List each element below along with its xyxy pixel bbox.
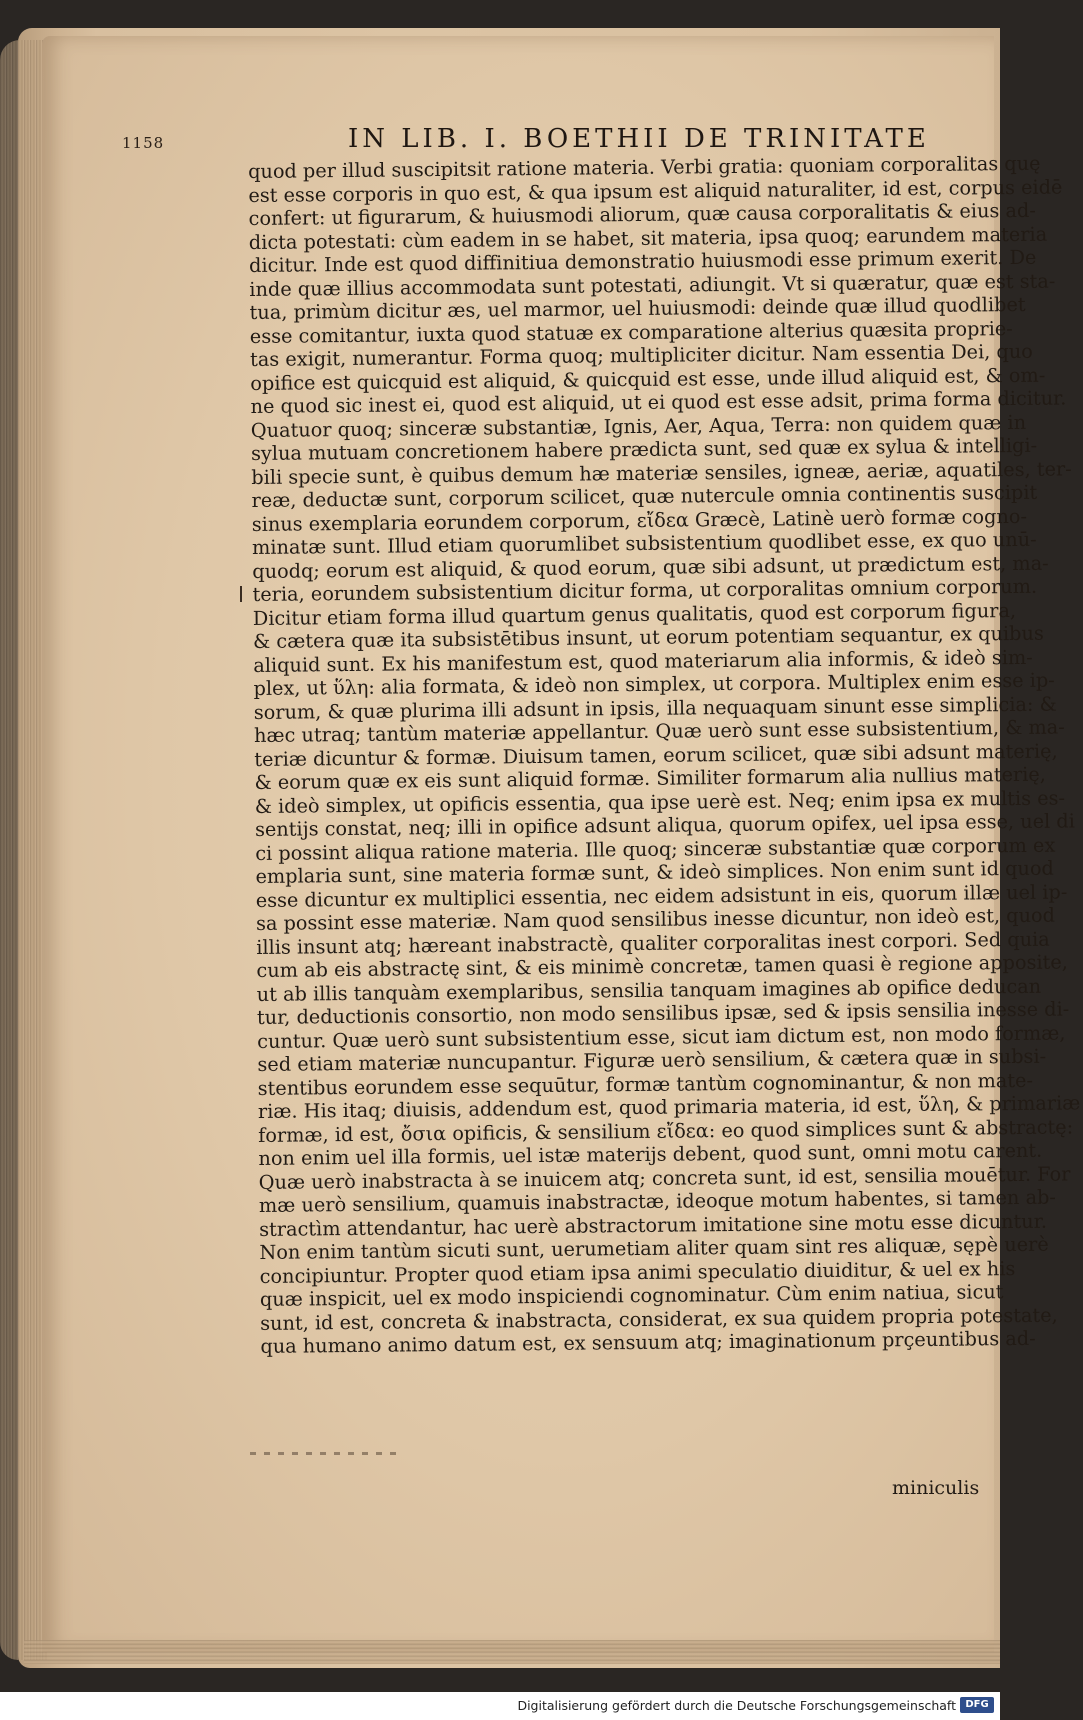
text-line: Quæ uerò inabstracta à se inuicem atq; concreta sunt, id est, sensilia mouētur. For <box>258 1161 1071 1194</box>
text-line: & cætera quæ ita subsistētibus insunt, ut eorum potentiam sequantur, ex quibus <box>252 621 1044 653</box>
text-line: esse dicuntur ex multiplici essentia, nec eidem adsistunt in eis, quorum illæ uel ip- <box>255 879 1068 912</box>
footer-credit: Digitalisierung gefördert durch die Deutsche Forschungsgemeinschaft <box>517 1698 956 1713</box>
dfg-logo-icon: DFG <box>960 1697 994 1713</box>
text-line: quodq; eorum est aliquid, & quod eorum, quæ sibi adsunt, ut prædictum est, ma- <box>252 551 1049 583</box>
digitization-footer <box>0 1692 1000 1720</box>
running-head: IN LIB. I. BOETHII DE TRINITATE <box>348 124 930 154</box>
text-line: non enim uel illa formis, uel istæ materijs debent, quod sunt, omni motu carent. <box>258 1138 1043 1170</box>
text-line: Non enim tantùm sicuti sunt, uerumetiam aliter quam sint res aliquæ, sępè uerè <box>259 1232 1049 1264</box>
catchword: miniculis <box>892 1477 980 1499</box>
text-line: illis insunt atq; hæreant inabstractè, qualiter corporalitas inest corpori. Sed quia <box>256 927 1050 959</box>
text-line: riæ. His itaq; diuisis, addendum est, quod primaria materia, id est, ὕλη, & primariæ <box>257 1091 1081 1123</box>
text-line: teria, eorundem subsistentium dicitur forma, ut corporalitas omnium corporum. <box>252 574 1038 606</box>
bottom-page-edges <box>24 1640 1000 1664</box>
ink-smudge <box>250 1452 400 1455</box>
body-text <box>248 151 1081 1358</box>
text-line: sorum, & quæ plurima illi adsunt in ipsis, illa nequaquam sinunt esse simplicia: & <box>253 692 1057 724</box>
text-line: opifice est quicquid est aliquid, & quicquid est esse, unde illud aliquid est, & om- <box>250 363 1046 395</box>
folio-number: 1158 <box>122 134 165 152</box>
text-line: sylua mutuam concretionem habere prædicta sunt, sed quæ ex sylua & intelligi- <box>250 433 1038 465</box>
text-line: mæ uerò sensilium, quamuis inabstractæ, ideoque motum habentes, si tamen ab- <box>258 1185 1057 1217</box>
text-line: reæ, deductæ sunt, corporum scilicet, quæ nutercule omnia continentis suscipit <box>251 480 1038 512</box>
text-line: sentijs constat, neq; illi in opifice adsunt aliqua, quorum opifex, uel ipsa esse, uel di <box>254 809 1075 841</box>
text-line: quæ inspicit, uel ex modo inspiciendi cognominatur. Cùm enim natiua, sicut <box>259 1280 1004 1311</box>
text-line: sa possint esse materiæ. Nam quod sensilibus inesse dicuntur, non ideò est, quod <box>255 903 1056 935</box>
text-line: sinus exemplaria eorundem corporum, εἴδεα Græcè, Latinè uerò formæ cogno- <box>251 504 1028 536</box>
text-line: ut ab illis tanquàm exemplaribus, sensilia tanquam imagines ab opifice deducan <box>256 974 1042 1006</box>
text-line: inde quæ illius accommodata sunt potestati, adiungit. Vt si quæratur, quæ est sta- <box>249 269 1056 301</box>
text-line: & eorum quæ ex eis sunt aliquid formæ. Similiter formarum alia nullius materię, <box>254 762 1046 794</box>
text-line: tua, primùm dicitur æs, uel marmor, uel huiusmodi: deinde quæ illud quodlibet <box>249 292 1026 324</box>
text-line: formæ, id est, ὄσια opificis, & sensilium εἴδεα: eo quod simplices sunt & abstractę: <box>258 1114 1074 1147</box>
text-line: emplaria sunt, sine materia formæ sunt, & ideò simplices. Non enim sunt id quod <box>255 856 1054 888</box>
text-line: dicitur. Inde est quod diffinitiua demonstratio huiusmodi esse primum exerit. De <box>248 245 1037 277</box>
text-line: Dicitur etiam forma illud quartum genus qualitatis, quod est corporum figura, <box>252 598 1017 630</box>
text-line: sed etiam materiæ nuncupantur. Figuræ uerò sensilium, & cætera quæ in subsi- <box>257 1044 1047 1076</box>
text-line: quod per illud suscipitsit ratione materia. Verbi gratia: quoniam corporalitas quę <box>248 151 1041 183</box>
text-line: stractìm attendantur, hac uerè abstractorum imitatione sine motu esse dicuntur. <box>259 1209 1048 1241</box>
text-line: hæc utraq; tantùm materiæ appellantur. Quæ uerò sunt esse subsistentium, & ma- <box>253 715 1065 747</box>
text-line: tas exigit, numerantur. Forma quoq; multipliciter dicitur. Nam essentia Dei, quo <box>249 339 1033 371</box>
text-line: confert: ut figurarum, & huiusmodi aliorum, quæ causa corporalitatis & eius ad- <box>248 198 1036 230</box>
text-line: teriæ dicuntur & formæ. Diuisum tamen, eorum scilicet, quæ sibi adsunt materię, <box>254 739 1058 771</box>
text-line: & ideò simplex, ut opificis essentia, qua ipse uerè est. Neq; enim ipsa ex multis es- <box>254 785 1066 818</box>
text-line: bili specie sunt, è quibus demum hæ materiæ sensiles, igneæ, aeriæ, aquatiles, ter- <box>251 456 1072 489</box>
text-line: dicta potestati: cùm eadem in se habet, sit materia, ipsa quoq; earundem materia <box>248 222 1048 254</box>
text-line: sunt, id est, concreta & inabstracta, considerat, ex sua quidem propria potestate, <box>260 1303 1058 1335</box>
text-line: qua humano animo datum est, ex sensuum atq; imaginationum prçeuntibus ad- <box>260 1326 1036 1358</box>
text-line: Quatuor quoq; sinceræ substantiæ, Ignis, Aer, Aqua, Terra: non quidem quæ in <box>250 410 1027 442</box>
text-line: stentibus eorundem esse sequūtur, formæ tantùm cognominantur, & non mate- <box>257 1068 1034 1100</box>
text-line: minatæ sunt. Illud etiam quorumlibet subsistentium quodlibet esse, ex quo unū- <box>251 527 1037 559</box>
text-line: concipiuntur. Propter quod etiam ipsa animi speculatio diuiditur, & uel ex his <box>259 1256 1016 1288</box>
text-line: tur, deductionis consortio, non modo sensilibus ipsæ, sed & ipsis sensilia inesse di- <box>256 997 1070 1029</box>
text-line: aliquid sunt. Ex his manifestum est, quod materiarum alia informis, & ideò sim- <box>253 645 1033 677</box>
text-line: ne quod sic inest ei, quod est aliquid, ut ei quod est esse adsit, prima forma dicitur. <box>250 386 1067 418</box>
text-line: est esse corporis in quo est, & qua ipsum est aliquid naturaliter, id est, corpus eidē <box>248 174 1063 207</box>
text-line: ci possint aliqua ratione materia. Ille quoq; sinceræ substantiæ quæ corporum ex <box>255 833 1056 865</box>
text-line: cum ab eis abstractę sint, & eis minimè concretæ, tamen quasi è regione apposite, <box>256 950 1068 982</box>
text-line: plex, ut ὕλη: alia formata, & ideò non simplex, ut corpora. Multiplex enim esse ip- <box>253 668 1055 700</box>
margin-mark <box>240 586 242 602</box>
text-line: cuntur. Quæ uerò sunt subsistentium esse, sicut iam dictum est, non modo formæ, <box>257 1020 1066 1053</box>
text-line: esse comitantur, iuxta quod statuæ ex comparatione alterius quæsita proprie- <box>249 316 1013 348</box>
page-edges <box>0 40 48 1660</box>
